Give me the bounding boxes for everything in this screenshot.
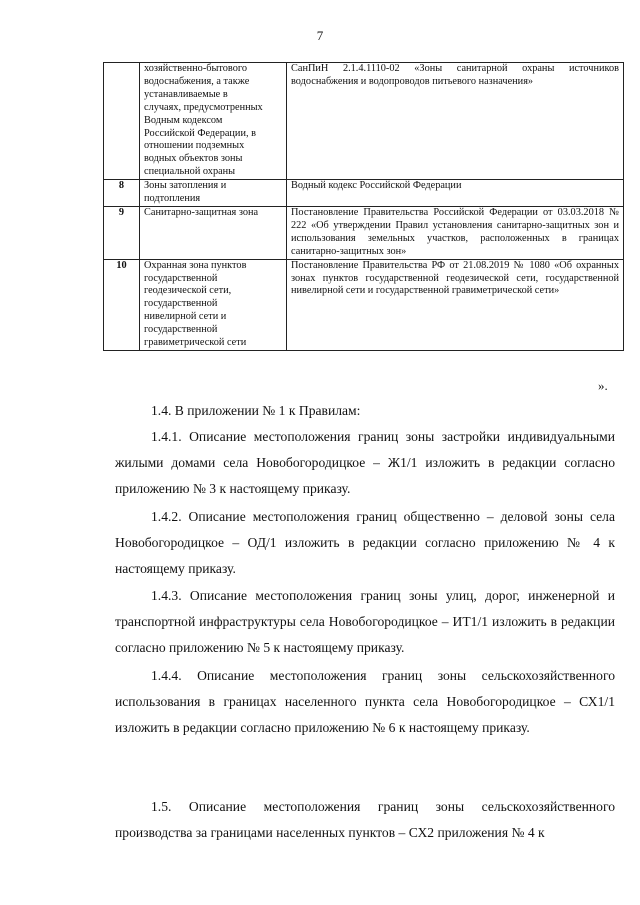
row-number: [104, 63, 140, 180]
zone-line: нивелирной сети и: [144, 311, 227, 323]
zone-line: Водным кодексом: [144, 114, 223, 126]
table-row: [104, 180, 624, 207]
zone-name: [140, 63, 287, 180]
row-number: 9: [104, 206, 140, 259]
zone-name: [140, 180, 287, 207]
zone-line: отношении подземных: [144, 140, 245, 152]
zone-line: подтопления: [144, 193, 201, 205]
paragraph-1-4-4: 1.4.4. Описание местоположения границ зоны сельскохозяйственного использования в границах населенного пункта села Новобогородицкое – СХ1/1 изложить в редакции согласно приложению № 6 к настоящему приказу.: [115, 668, 615, 736]
zone-name: [140, 206, 287, 259]
zone-line: случаях, предусмотренных: [144, 101, 263, 113]
zone-line: государственной: [144, 324, 218, 336]
zone-line: устанавливаемые в: [144, 88, 228, 100]
zone-line: геодезической сети,: [144, 285, 232, 297]
table-row: [104, 259, 624, 350]
paragraph-1-5: 1.5. Описание местоположения границ зоны сельскохозяйственного производства за границами населенных пунктов – СХ2 приложения № 4 к: [115, 799, 615, 841]
regulation-document: Постановление Правительства Российской Федерации от 03.03.2018 № 222 «Об утверждении Правил установления санитарно-защитных зон и использования земельных участков, расположенных в границах санитарно-защитных зон»: [287, 206, 624, 259]
zone-line: хозяйственно-бытового: [144, 63, 247, 74]
regulation-document: Водный кодекс Российской Федерации: [287, 180, 624, 207]
zone-line: государственной: [144, 272, 218, 284]
paragraph-1-4-1: 1.4.1. Описание местоположения границ зоны застройки индивидуальными жилыми домами села Новобогородицкое – Ж1/1 изложить в редакции согласно приложению № 3 к настоящему приказу.: [115, 429, 615, 497]
zone-line: Российской Федерации, в: [144, 127, 256, 139]
zones-table: [103, 62, 624, 351]
row-number: 8: [104, 180, 140, 207]
paragraph-1-4-3: 1.4.3. Описание местоположения границ зоны улиц, дорог, инженерной и транспортной инфраструктуры села Новобогородицкое – ИТ1/1 изложить в редакции согласно приложению № 5 к настоящему приказу.: [115, 588, 615, 656]
paragraph-1-4: 1.4. В приложении № 1 к Правилам:: [151, 403, 361, 418]
zone-line: Зоны затопления и: [144, 180, 227, 192]
table-row: [104, 63, 624, 180]
zone-name: [140, 259, 287, 350]
zone-line: специальной охраны: [144, 166, 236, 178]
zone-line: Санитарно-защитная зона: [144, 206, 259, 218]
zone-line: водных объектов зоны: [144, 153, 243, 165]
paragraph-1-4-2: 1.4.2. Описание местоположения границ общественно – деловой зоны села Новобогородицкое – ОД/1 изложить в редакции согласно приложению № 4 к настоящему приказу.: [115, 509, 615, 577]
regulation-document: Постановление Правительства РФ от 21.08.2019 № 1080 «Об охранных зонах пунктов государственной геодезической сети, государственной нивелирной сети и государственной гравиметрической сети»: [287, 259, 624, 350]
zone-line: государственной: [144, 298, 218, 310]
row-number: 10: [104, 259, 140, 350]
table-closing-quote: ».: [598, 378, 608, 393]
zone-line: гравиметрической сети: [144, 337, 247, 349]
regulation-document: СанПиН 2.1.4.1110-02 «Зоны санитарной охраны источников водоснабжения и водопроводов питьевого назначения»: [287, 63, 624, 180]
table-row: [104, 206, 624, 259]
page-number: 7: [316, 28, 324, 43]
zone-line: Охранная зона пунктов: [144, 259, 247, 271]
zone-line: водоснабжения, а также: [144, 75, 250, 87]
